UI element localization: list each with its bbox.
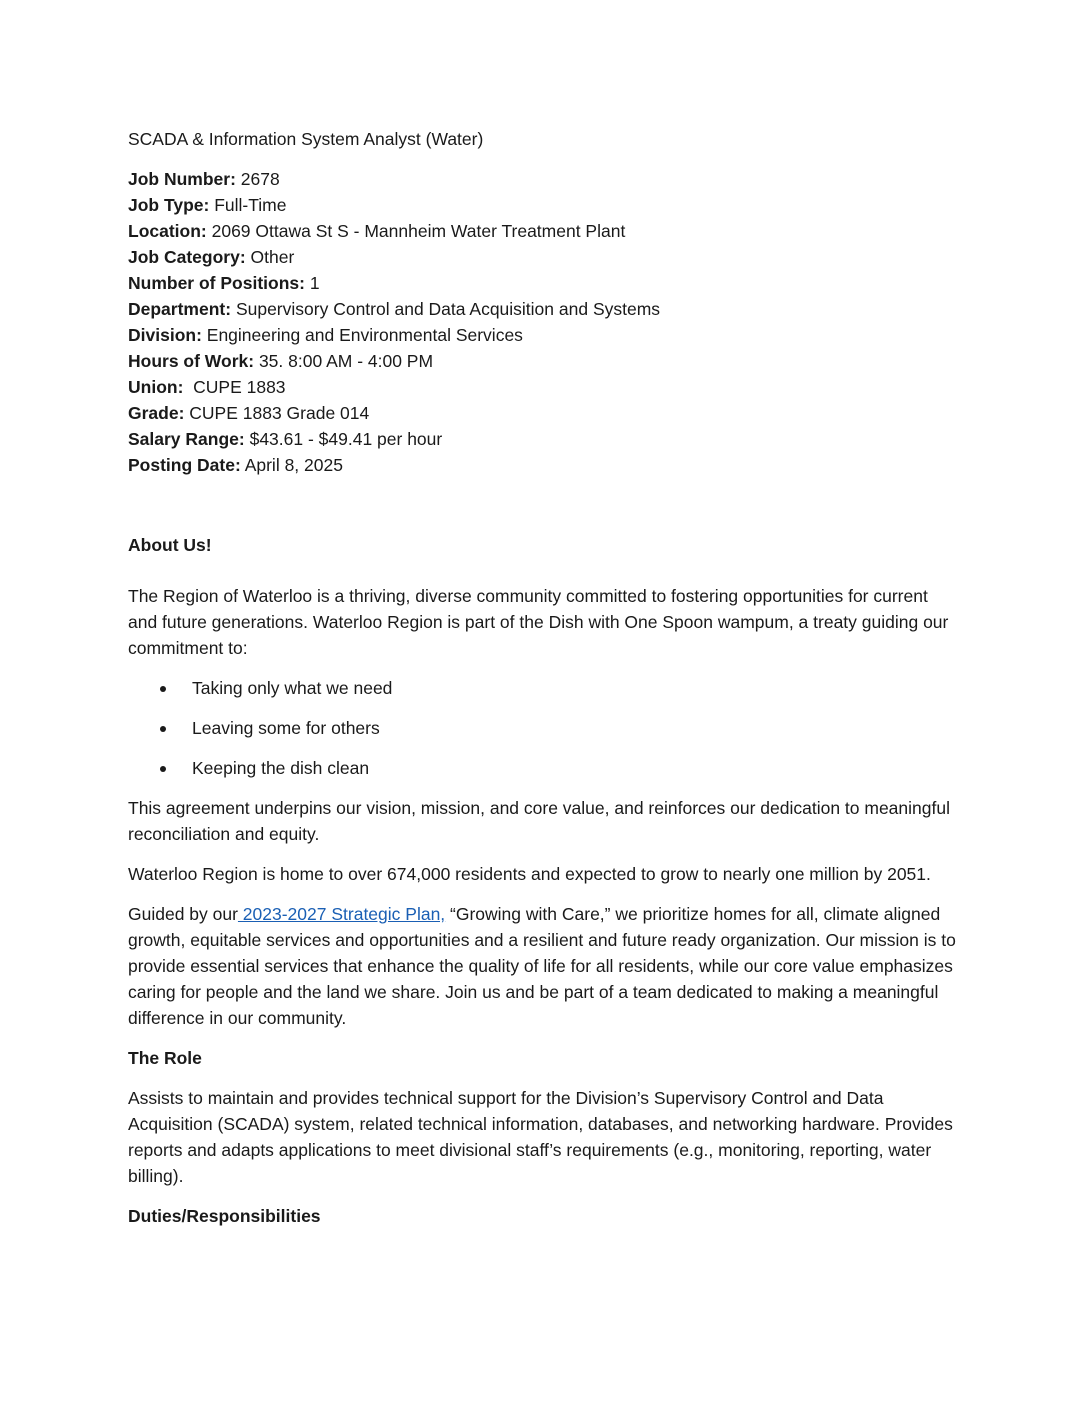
list-item (128, 715, 958, 741)
union-value: CUPE 1883 (183, 377, 286, 397)
job-number-label: Job Number: (128, 169, 236, 189)
duties-heading: Duties/Responsibilities (128, 1206, 321, 1226)
list-item (128, 675, 958, 701)
strategic-plan-body: “Growing with Care,” we prioritize homes for all, climate aligned growth, equitable services and opportunities and a resilient and future ready organization. Our mission is to provide essential services that enhance the quality of life for all residents, while our core value emphasizes caring for people and the land we share. Join us and be part of a team dedicated to making a meaningful difference in our community. (128, 904, 956, 1028)
job-category-label: Job Category: (128, 247, 246, 267)
posting-date-row (128, 452, 958, 478)
division-label: Division: (128, 325, 202, 345)
role-heading: The Role (128, 1048, 202, 1068)
salary-row (128, 426, 958, 452)
bullet-icon (160, 766, 166, 772)
union-label: Union: (128, 377, 184, 397)
location-value: 2069 Ottawa St S - Mannheim Water Treatment Plant (206, 221, 626, 241)
strategic-plan-paragraph (128, 901, 958, 1031)
division-row (128, 322, 958, 348)
positions-value: 1 (304, 273, 320, 293)
agreement-paragraph: This agreement underpins our vision, mission, and core value, and reinforces our dedication to meaningful reconciliation and equity. (128, 798, 950, 844)
union-row (128, 374, 958, 400)
strategic-plan-link[interactable]: 2023-2027 Strategic Plan, (237, 904, 446, 924)
document-page (128, 126, 958, 1243)
about-intro: The Region of Waterloo is a thriving, diverse community committed to fostering opportunities for current and future generations. Waterloo Region is part of the Dish with One Spoon wampum, a treaty guiding our commitment to: (128, 586, 949, 658)
grade-label: Grade: (128, 403, 185, 423)
job-category-value: Other (245, 247, 295, 267)
hours-row (128, 348, 958, 374)
hours-value: 35. 8:00 AM - 4:00 PM (254, 351, 434, 371)
posting-date-label: Posting Date: (128, 455, 241, 475)
role-description: Assists to maintain and provides technical support for the Division’s Supervisory Control and Data Acquisition (SCADA) system, related technical information, databases, and networking hardware. Provides reports and adapts applications to meet divisional staff’s requirements (e.g., monitoring, reporting, water billing). (128, 1088, 953, 1186)
job-type-row (128, 192, 958, 218)
job-type-value: Full-Time (209, 195, 287, 215)
job-title: SCADA & Information System Analyst (Water) (128, 129, 484, 149)
job-type-label: Job Type: (128, 195, 210, 215)
job-number-row (128, 166, 958, 192)
job-category-row (128, 244, 958, 270)
about-heading: About Us! (128, 535, 212, 555)
list-item (128, 755, 958, 781)
location-row (128, 218, 958, 244)
bullet-icon (160, 686, 166, 692)
section-spacer (128, 478, 958, 532)
salary-label: Salary Range: (128, 429, 245, 449)
list-item-text: Taking only what we need (192, 678, 393, 698)
population-paragraph: Waterloo Region is home to over 674,000 residents and expected to grow to nearly one million by 2051. (128, 864, 931, 884)
job-number-value: 2678 (235, 169, 280, 189)
salary-value: $43.61 - $49.41 per hour (244, 429, 443, 449)
hours-label: Hours of Work: (128, 351, 255, 371)
grade-row (128, 400, 958, 426)
list-item-text: Keeping the dish clean (192, 758, 370, 778)
commitment-list (128, 675, 958, 781)
department-row (128, 296, 958, 322)
department-label: Department: (128, 299, 232, 319)
posting-date-value: April 8, 2025 (240, 455, 343, 475)
location-label: Location: (128, 221, 207, 241)
positions-label: Number of Positions: (128, 273, 305, 293)
positions-row (128, 270, 958, 296)
strategic-plan-lead: Guided by our (128, 904, 238, 924)
division-value: Engineering and Environmental Services (201, 325, 523, 345)
grade-value: CUPE 1883 Grade 014 (184, 403, 370, 423)
department-value: Supervisory Control and Data Acquisition and Systems (231, 299, 661, 319)
list-item-text: Leaving some for others (192, 718, 380, 738)
bullet-icon (160, 726, 166, 732)
job-details (128, 166, 958, 478)
